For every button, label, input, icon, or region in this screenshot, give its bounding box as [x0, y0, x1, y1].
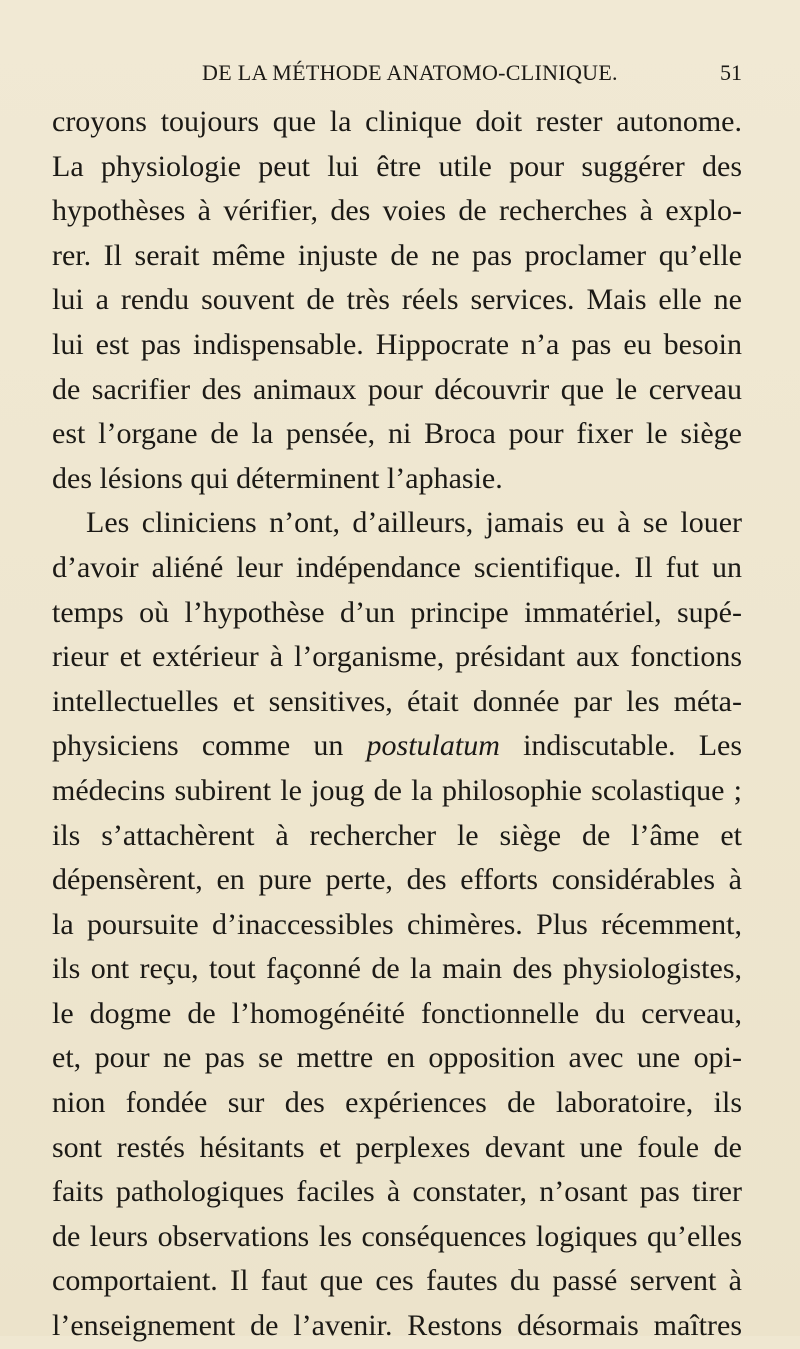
text-line: et, pour ne pas se mettre en opposition avec une opi-: [52, 1041, 742, 1075]
text-line: médecins subirent le joug de la philosophie scolastique ;: [52, 773, 742, 807]
text-line: Les cliniciens n’ont, d’ailleurs, jamais eu à se louer: [86, 506, 742, 540]
text-line: le dogme de l’homogénéité fonctionnelle du cerveau,: [52, 996, 742, 1030]
text-line: rieur et extérieur à l’organisme, présidant aux fonctions: [52, 640, 742, 674]
page-number: 51: [720, 60, 742, 85]
text-line: nion fondée sur des expériences de laboratoire, ils: [52, 1086, 742, 1120]
text-fragment: physiciens comme un: [52, 729, 344, 763]
text-line: faits pathologiques faciles à constater, n’osant pas tirer: [52, 1175, 742, 1209]
text-line: rer. Il serait même injuste de ne pas proclamer qu’elle: [52, 238, 742, 272]
text-fragment: indiscutable. Les: [523, 729, 743, 763]
running-head: [52, 60, 742, 90]
text-line: sont restés hésitants et perplexes devant une foule de: [52, 1130, 742, 1164]
text-line: d’avoir aliéné leur indépendance scientifique. Il fut un: [52, 550, 742, 584]
text-line: est l’organe de la pensée, ni Broca pour fixer le siège: [52, 417, 742, 451]
text-line: des lésions qui déterminent l’aphasie.: [52, 461, 503, 495]
text-line: dépensèrent, en pure perte, des efforts considérables à: [52, 863, 742, 897]
text-line: comportaient. Il faut que ces fautes du passé servent à: [52, 1264, 742, 1298]
text-line: ils ont reçu, tout façonné de la main des physiologistes,: [52, 952, 742, 986]
text-line: de leurs observations les conséquences logiques qu’elles: [52, 1219, 742, 1253]
text-line: de sacrifier des animaux pour découvrir que le cerveau: [52, 372, 742, 406]
text-line: intellectuelles et sensitives, était donnée par les méta-: [52, 684, 742, 718]
text-line: croyons toujours que la clinique doit rester autonome.: [52, 105, 742, 138]
text-line: la poursuite d’inaccessibles chimères. Plus récemment,: [52, 907, 742, 941]
italic-term: postulatum: [366, 729, 500, 763]
text-line: l’enseignement de l’avenir. Restons désormais maîtres: [52, 1309, 742, 1343]
text-line: temps où l’hypothèse d’un principe immatériel, supé-: [52, 595, 742, 629]
running-title: DE LA MÉTHODE ANATOMO-CLINIQUE.: [202, 60, 618, 85]
text-line: lui a rendu souvent de très réels services. Mais elle ne: [52, 283, 742, 317]
text-line: [52, 724, 742, 769]
text-line: La physiologie peut lui être utile pour suggérer des: [52, 149, 742, 183]
text-line: hypothèses à vérifier, des voies de recherches à explo-: [52, 194, 742, 228]
text-line: ils s’attachèrent à rechercher le siège de l’âme et: [52, 818, 742, 852]
body-text: [52, 100, 742, 1349]
text-line: lui est pas indispensable. Hippocrate n’a pas eu besoin: [52, 327, 742, 361]
